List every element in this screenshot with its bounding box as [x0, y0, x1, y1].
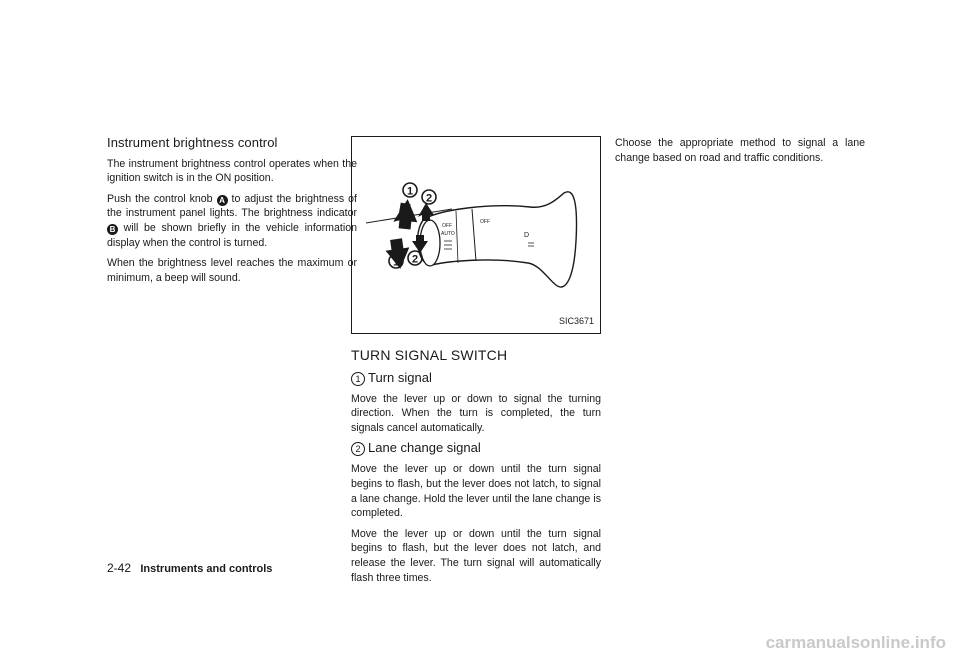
brightness-para-2a: Push the control knob: [107, 192, 213, 205]
figure-code: SIC3671: [558, 316, 594, 327]
lever-label-off: OFF: [442, 223, 452, 229]
page-footer: [107, 561, 272, 575]
svg-text:1: 1: [392, 256, 400, 269]
svg-text:2: 2: [425, 192, 433, 205]
brightness-heading: Instrument brightness control: [107, 135, 278, 150]
lever-label-headlight: D: [524, 232, 530, 239]
brightness-para-2c: will be shown briefly in the vehicle information display when the control is turned.: [107, 221, 357, 249]
turn-signal-figure: [351, 136, 601, 334]
item-2-heading: [351, 441, 601, 456]
left-column: [107, 136, 357, 291]
callout-1-top: [403, 183, 417, 198]
item-1-title: Turn signal: [368, 369, 432, 385]
svg-text:1: 1: [406, 185, 414, 198]
chapter-title: Instruments and controls: [140, 563, 273, 575]
brightness-para-2: [107, 192, 357, 250]
right-column: [615, 136, 865, 171]
brightness-para-1: The instrument brightness control operates when the ignition switch is in the ON position.: [107, 157, 357, 185]
callout-2-bottom: [408, 251, 422, 266]
section-title: TURN SIGNAL SWITCH: [351, 347, 508, 363]
marker-b-icon: B: [107, 224, 118, 235]
middle-column: [351, 136, 601, 591]
item-2-title: Lane change signal: [368, 440, 481, 456]
item-2-text-2: Move the lever up or down until the turn signal begins to flash, but the lever does not latch, and release the lever. The turn signal will automatically flash three times.: [351, 527, 601, 584]
page-number: 2-42: [107, 561, 132, 575]
marker-a-icon: A: [217, 195, 228, 206]
item-2-text-1: Move the lever up or down until the turn signal begins to flash, but the lever does not latch, to signal a lane change. Hold the lever until the lane change is completed.: [351, 463, 601, 520]
item-1-text: Move the lever up or down to signal the turning direction. When the turn is completed, the turn signals cancel automatically.: [351, 392, 601, 434]
lever-label-auto: AUTO: [441, 231, 455, 237]
number-2-icon: 2: [351, 442, 365, 456]
lever-label-off-2: OFF: [480, 219, 490, 225]
number-1-icon: 1: [351, 372, 365, 386]
arrow-up-large-icon: [393, 198, 420, 230]
turn-signal-lever-illustration: [352, 137, 600, 333]
brightness-para-3: When the brightness level reaches the maximum or minimum, a beep will sound.: [107, 257, 357, 284]
lever-body: [418, 192, 577, 287]
brightness-para-2b: to adjust the brightness of the instrument panel lights. The brightness indicator: [107, 192, 357, 220]
callout-2-top: [422, 190, 436, 205]
right-para-1: Choose the appropriate method to signal a lane change based on road and traffic conditions.: [615, 137, 865, 164]
watermark: carmanualsonline.info: [765, 633, 946, 652]
svg-text:2: 2: [411, 253, 419, 266]
item-1-heading: [351, 371, 601, 386]
